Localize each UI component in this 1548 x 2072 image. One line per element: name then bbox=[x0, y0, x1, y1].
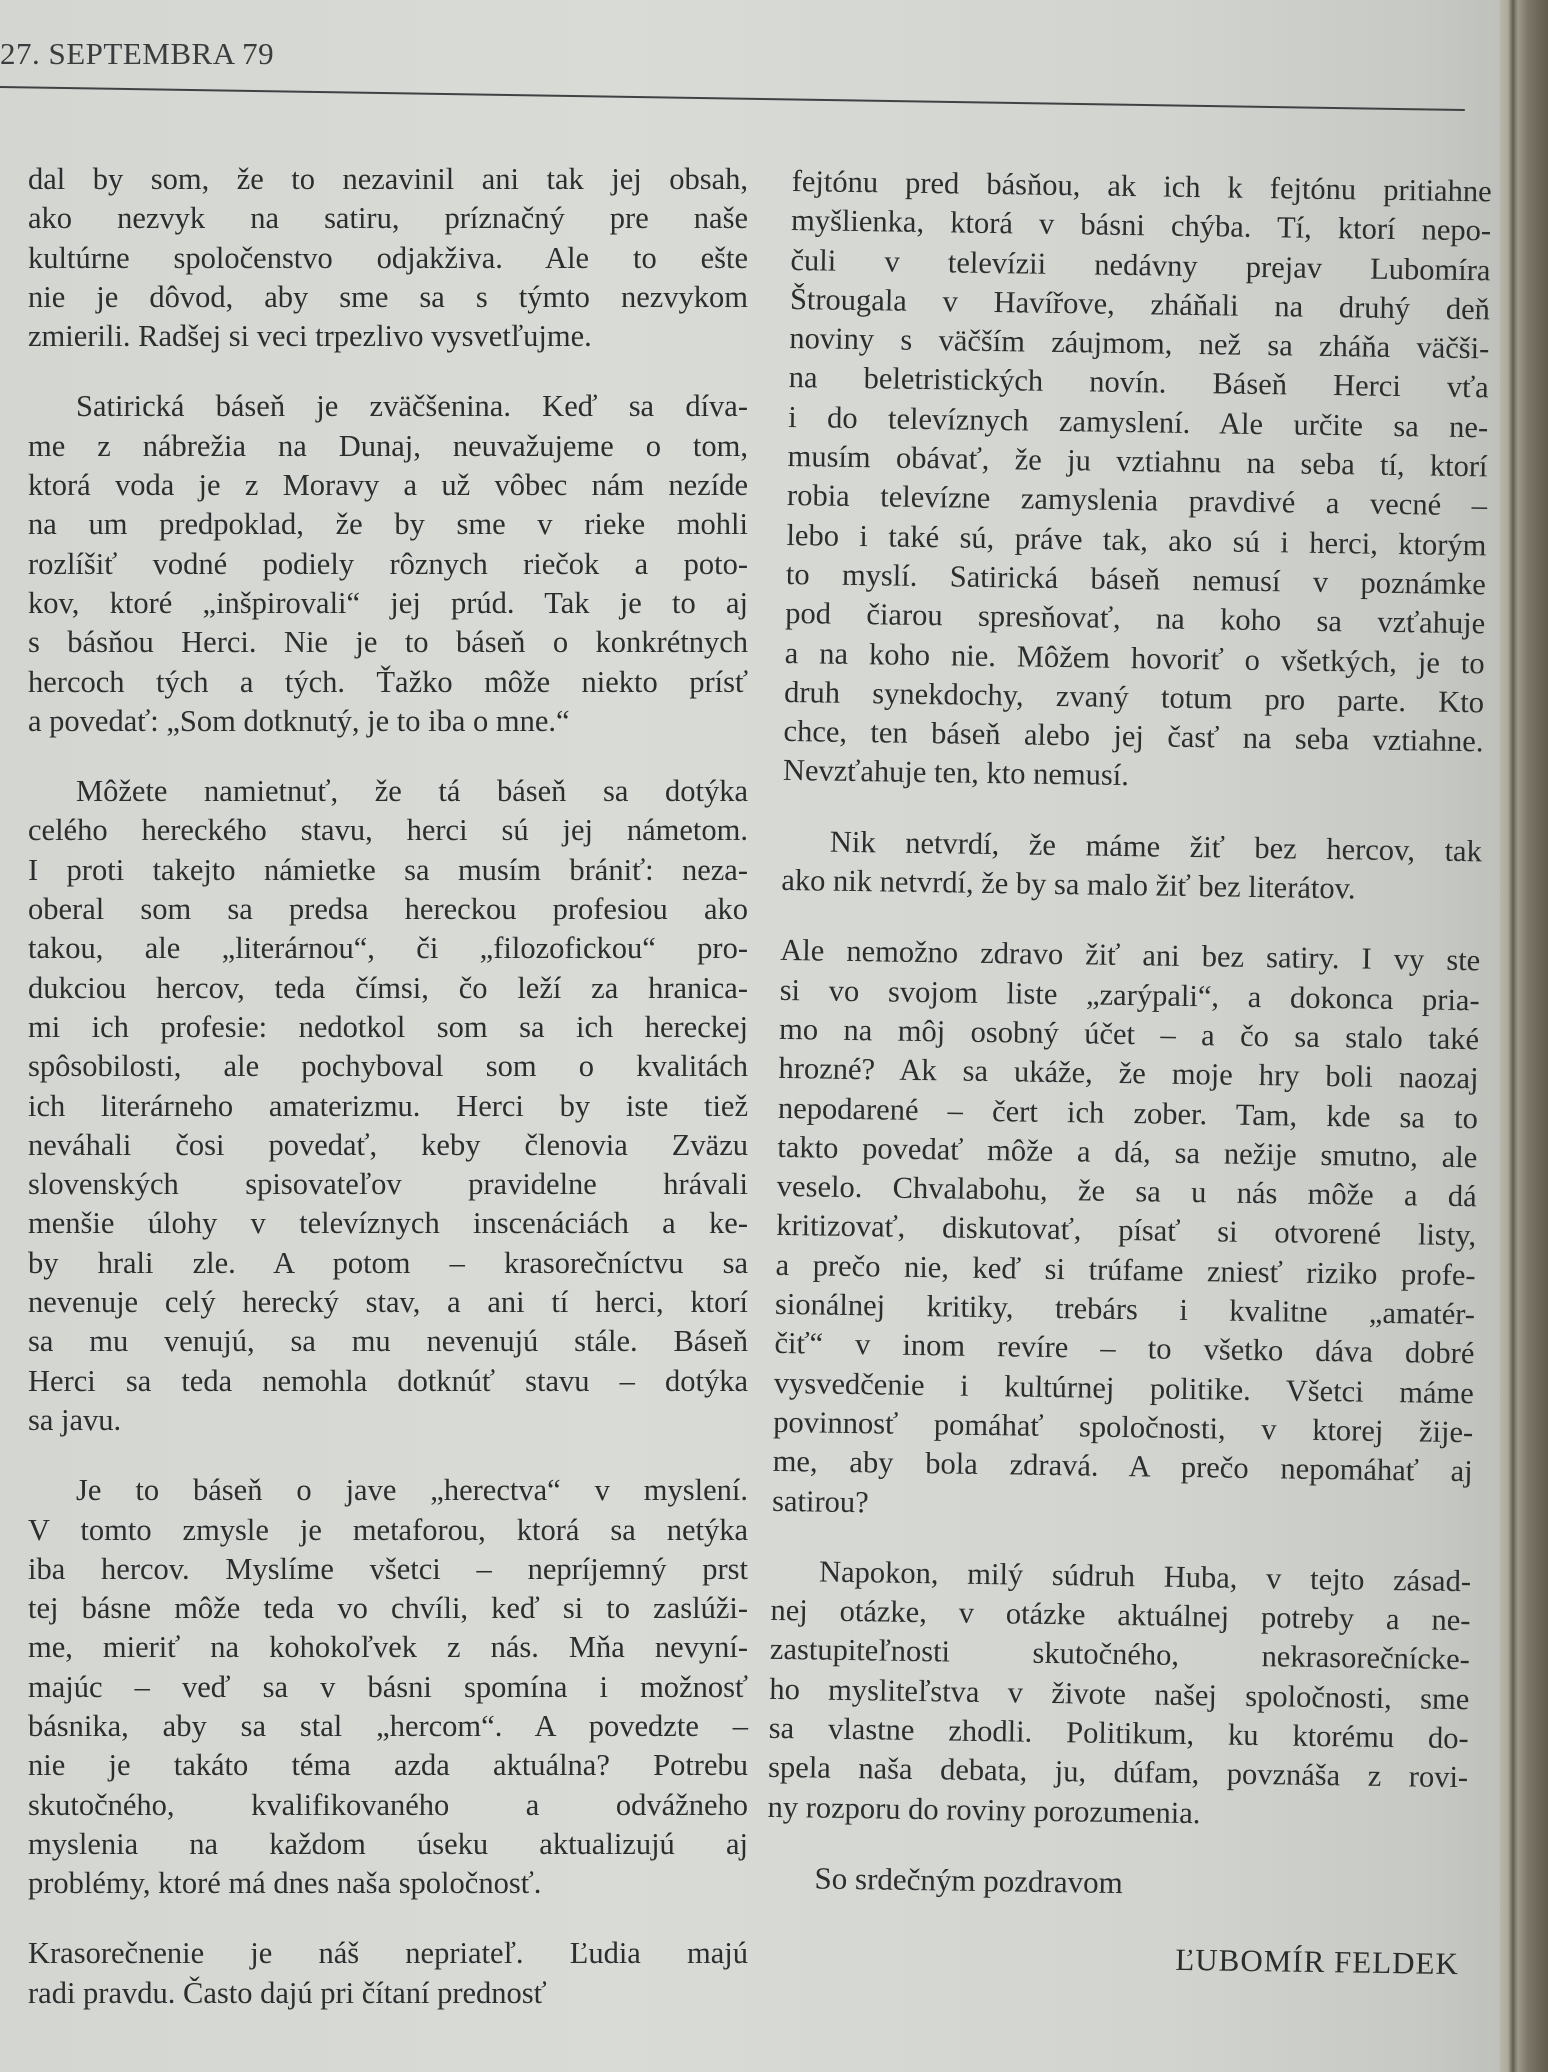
text-line: musím obávať, že ju vztiahnu na seba tí, ktorí bbox=[787, 439, 1488, 484]
paragraph bbox=[28, 1471, 748, 1903]
text-line: Nik netvrdí, že máme žiť bez hercov, tak bbox=[829, 824, 1483, 869]
text-line: to myslí. Satirická báseň nemusí v poznámke bbox=[785, 556, 1487, 602]
text-line: vysvedčenie i kultúrnej politike. Všetci máme bbox=[773, 1365, 1475, 1410]
text-line: radi pravdu. Často dajú pri čítaní prednosť bbox=[28, 1975, 547, 2010]
text-line: satirou? bbox=[771, 1483, 869, 1519]
text-line: Napokon, milý súdruh Huba, v tejto zásad- bbox=[818, 1554, 1472, 1599]
text-line: fejtónu pred básňou, ak ich k fejtónu pritiahne bbox=[791, 163, 1492, 209]
text-line: sionálnej kritiky, trebárs i kvalitne „amatér- bbox=[774, 1286, 1476, 1332]
text-line: nie je takáto téma azda aktuálna? Potrebu bbox=[28, 1748, 748, 1783]
text-line: Krasorečnenie je náš nepriateľ. Ľudia majú bbox=[28, 1936, 748, 1971]
text-line: chce, ten báseň alebo jej časť na seba vztiahne. bbox=[783, 714, 1484, 759]
text-line: spôsobilosti, ale pochyboval som o kvalitách bbox=[28, 1049, 748, 1084]
text-line: by hrali zle. A potom – krasorečníctvu sa bbox=[28, 1245, 748, 1280]
left-column bbox=[28, 160, 748, 2044]
text-line: takou, ale „literárnou“, či „filozofickou“ pro- bbox=[28, 931, 748, 966]
text-line: lebo i také sú, práve tak, ako sú i herci, ktorým bbox=[786, 517, 1487, 563]
text-line: ako nezvyk na satiru, príznačný pre naše bbox=[28, 201, 748, 236]
text-line: neváhali čosi povedať, keby členovia Zväzu bbox=[28, 1127, 748, 1162]
text-line: a povedať: „Som dotknutý, je to iba o mne.“ bbox=[28, 703, 570, 738]
text-line: Satirická báseň je zväčšenina. Keď sa díva- bbox=[76, 389, 748, 424]
text-line: skutočného, kvalifikovaného a odvážneho bbox=[28, 1787, 748, 1822]
text-line: Herci sa teda nemohla dotknúť stavu – dotýka bbox=[28, 1363, 748, 1398]
text-line: kritizovať, diskutovať, písať si otvorené listy, bbox=[775, 1208, 1477, 1253]
text-line: me, mieriť na kohokoľvek z nás. Mňa nevyní- bbox=[28, 1630, 748, 1665]
text-line: oberal som sa predsa hereckou profesiou ako bbox=[28, 892, 748, 927]
text-line: na beletristických novín. Báseň Herci vťa bbox=[788, 360, 1489, 405]
text-line: Nevzťahuje ten, kto nemusí. bbox=[782, 753, 1130, 793]
page-header-date: 27. SEPTEMBRA 79 bbox=[0, 36, 275, 71]
paragraph bbox=[28, 160, 748, 356]
text-line: ho mysliteľstva v živote našej spoločnosti, sme bbox=[769, 1671, 1470, 1716]
text-line: ich literárneho amaterizmu. Herci by iste tiež bbox=[28, 1088, 748, 1123]
paragraph bbox=[28, 387, 748, 741]
paragraph bbox=[28, 1934, 748, 2013]
paragraph bbox=[772, 931, 1481, 1531]
text-line: si vo svojom liste „zarýpali“, a dokonca pria- bbox=[779, 972, 1480, 1017]
right-column bbox=[765, 162, 1492, 1982]
text-line: sa vlastne zhodli. Politikum, ku ktorému do- bbox=[768, 1710, 1469, 1756]
text-line: ktorá voda je z Moravy a už vôbec nám nezíde bbox=[28, 468, 748, 503]
text-line: veselo. Chvalabohu, že sa u nás môže a dá bbox=[776, 1169, 1477, 1214]
header-rule bbox=[0, 86, 1465, 111]
text-line: slovenských spisovateľov pravidelne hrávali bbox=[28, 1167, 748, 1202]
text-line: dukciou hercov, teda čímsi, čo leží za hranica- bbox=[28, 970, 748, 1005]
text-line: hercoch tých a tých. Ťažko môže niekto prísť bbox=[28, 664, 748, 699]
text-line: zmierili. Radšej si veci trpezlivo vysvetľujme. bbox=[28, 319, 592, 354]
text-line: básnika, aby sa stal „hercom“. A povedzte – bbox=[28, 1708, 748, 1743]
text-line: s básňou Herci. Nie je to báseň o konkrétnych bbox=[28, 625, 748, 660]
text-line: sa javu. bbox=[28, 1402, 122, 1437]
text-line: menšie úlohy v televíznych inscenáciách a ke- bbox=[28, 1206, 748, 1241]
text-line: mi ich profesie: nedotkol som sa ich hereckej bbox=[28, 1009, 748, 1044]
text-line: Štrougala v Havířove, zháňali na druhý deň bbox=[789, 281, 1491, 327]
text-line: iba hercov. Myslíme všetci – nepríjemný prst bbox=[28, 1551, 748, 1586]
text-line: myslenia na každom úseku aktualizujú aj bbox=[28, 1826, 748, 1861]
text-line: nie je dôvod, aby sme sa s týmto nezvykom bbox=[28, 279, 748, 314]
text-line: nevenuje celý herecký stav, a ani tí herci, ktorí bbox=[28, 1285, 748, 1320]
text-line: a na koho nie. Môžem hovoriť o všetkých, je to bbox=[784, 635, 1485, 680]
text-line: spela naša debata, ju, dúfam, povznáša z rovi- bbox=[767, 1750, 1469, 1795]
text-line: a prečo nie, keď si trúfame zniesť riziko profe- bbox=[775, 1247, 1476, 1292]
text-line: hrozné? Ak sa ukáže, že moje hry boli naozaj bbox=[778, 1051, 1479, 1096]
text-line: majúc – veď sa v básni spomína i možnosť bbox=[28, 1669, 748, 1704]
paragraph bbox=[783, 162, 1492, 801]
text-line: povinnosť pomáhať spoločnosti, v ktorej žije- bbox=[773, 1404, 1474, 1450]
text-line: tej básne môže teda vo chvíli, keď si to zaslúži- bbox=[28, 1591, 748, 1626]
text-line: I proti takejto námietke sa musím brániť: neza- bbox=[28, 852, 748, 887]
text-line: me z nábrežia na Dunaj, neuvažujeme o tom, bbox=[28, 428, 748, 463]
text-line: ako nik netvrdí, že by sa malo žiť bez literátov. bbox=[781, 862, 1356, 906]
text-line: kultúrne spoločenstvo odjakživa. Ale to ešte bbox=[28, 240, 748, 275]
closing-greeting: So srdečným pozdravom bbox=[814, 1860, 1123, 1900]
text-line: čiť“ v inom revíre – to všetko dáva dobré bbox=[774, 1326, 1475, 1371]
text-line: V tomto zmysle je metaforou, ktorá sa netýka bbox=[28, 1512, 748, 1547]
text-line: nepodarené – čert ich zober. Tam, kde sa to bbox=[777, 1090, 1479, 1135]
text-line: zastupiteľnosti skutočného, nekrasorečnícke- bbox=[769, 1632, 1471, 1677]
text-line: čuli v televízii nedávny prejav Lubomíra bbox=[790, 242, 1491, 287]
text-line: me, aby bola zdravá. A prečo nepomáhať aj bbox=[772, 1444, 1473, 1489]
text-line: druh synekdochy, zvaný totum pro parte. Kto bbox=[783, 674, 1485, 720]
text-line: takto povedať môže a dá, sa nežije smutno, ale bbox=[777, 1129, 1478, 1175]
paragraph bbox=[767, 1552, 1471, 1837]
spine-shadow bbox=[1508, 0, 1518, 2072]
text-line: myšlienka, ktorá v básni chýba. Tí, ktorí nepo- bbox=[790, 203, 1492, 248]
text-line: robia televízne zamyslenia pravdivé a vecné – bbox=[786, 478, 1488, 523]
text-line: Je to báseň o jave „herectva“ v myslení. bbox=[76, 1473, 748, 1508]
text-line: i do televíznych zamyslení. Ale určite sa ne- bbox=[787, 399, 1489, 445]
text-line: noviny s väčším záujmom, než sa zháňa väčši- bbox=[789, 321, 1490, 366]
paragraph bbox=[28, 772, 748, 1440]
text-line: Ale nemožno zdravo žiť ani bez satiry. I vy ste bbox=[780, 933, 1481, 978]
text-line: rozlíšiť vodné podiely rôznych riečok a poto- bbox=[28, 546, 748, 581]
text-line: Môžete namietnuť, že tá báseň sa dotýka bbox=[76, 774, 748, 809]
text-line: na um predpoklad, že by sme v rieke mohli bbox=[28, 507, 748, 542]
paragraph bbox=[781, 822, 1482, 911]
text-line: mo na môj osobný účet – a čo sa stalo také bbox=[778, 1011, 1480, 1057]
text-line: celého hereckého stavu, herci sú jej námetom. bbox=[28, 813, 748, 848]
text-line: dal by som, že to nezavinil ani tak jej obsah, bbox=[28, 162, 748, 196]
text-line: nej otázke, v otázke aktuálnej potreby a ne- bbox=[770, 1592, 1471, 1638]
text-line: kov, ktoré „inšpirovali“ jej prúd. Tak je to aj bbox=[28, 585, 748, 620]
text-line: sa mu venujú, sa mu nevenujú stále. Báseň bbox=[28, 1324, 748, 1359]
author-signature: ĽUBOMÍR FELDEK bbox=[1175, 1941, 1460, 1981]
text-line: problémy, ktoré má dnes naša spoločnosť. bbox=[28, 1866, 542, 1901]
text-line: pod čiarou spresňovať, na koho sa vzťahuje bbox=[785, 596, 1486, 641]
text-line: ny rozporu do roviny porozumenia. bbox=[767, 1789, 1201, 1830]
right-column-paragraphs bbox=[767, 162, 1492, 1837]
